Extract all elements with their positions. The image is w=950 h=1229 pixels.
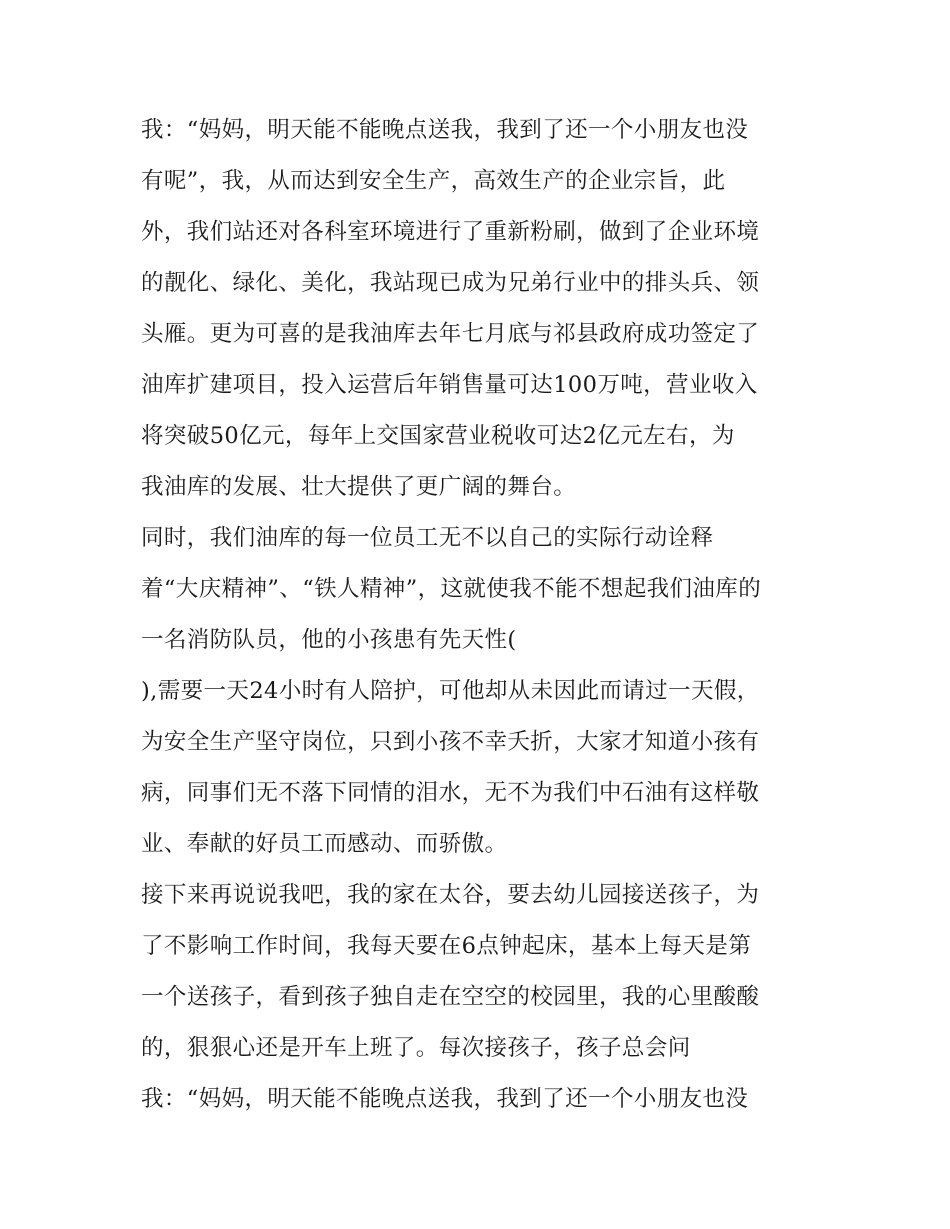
text-line: 病，同事们无不落下同情的泪水，无不为我们中石油有这样敬 [141,780,760,806]
text-line: 我：“妈妈，明天能不能晚点送我，我到了还一个小朋友也没 [141,1086,749,1112]
text-line: 的靓化、绿化、美化，我站现已成为兄弟行业中的排头兵、领 [141,270,760,296]
text-line: 了不影响工作时间，我每天要在6点钟起床，基本上每天是第 [141,933,752,959]
text-line: 我：“妈妈，明天能不能晚点送我，我到了还一个小朋友也没 [141,117,749,143]
text-line: ),需要一天24小时有人陪护，可他却从未因此而请过一天假， [141,678,760,704]
text-line: 油库扩建项目，投入运营后年销售量可达100万吨，营业收入 [141,372,758,398]
text-line: 业、奉献的好员工而感动、而骄傲。 [141,831,508,857]
body-text [141,110,831,1130]
text-line: 着“大庆精神”、“铁人精神”，这就使我不能不想起我们油库的 [141,576,762,602]
text-line: 接下来再说说我吧，我的家在太谷，要去幼儿园接送孩子，为 [141,882,760,908]
text-line: 一名消防队员，他的小孩患有先天性( [141,627,517,653]
text-line: 为安全生产坚守岗位，只到小孩不幸夭折，大家才知道小孩有 [141,729,760,755]
text-line: 外，我们站还对各科室环境进行了重新粉刷，做到了企业环境 [141,219,760,245]
text-line: 我油库的发展、壮大提供了更广阔的舞台。 [141,474,577,500]
text-line: 一个送孩子，看到孩子独自走在空空的校园里，我的心里酸酸 [141,984,760,1010]
text-line: 的，狠狠心还是开车上班了。每次接孩子，孩子总会问 [141,1035,691,1061]
text-line: 将突破50亿元，每年上交国家营业税收可达2亿元左右，为 [141,423,735,449]
text-line: 同时，我们油库的每一位员工无不以自己的实际行动诠释 [141,525,714,551]
text-line: 有呢”，我，从而达到安全生产，高效生产的企业宗旨，此 [141,168,726,194]
text-line: 头雁。更为可喜的是我油库去年七月底与祁县政府成功签定了 [141,321,760,347]
